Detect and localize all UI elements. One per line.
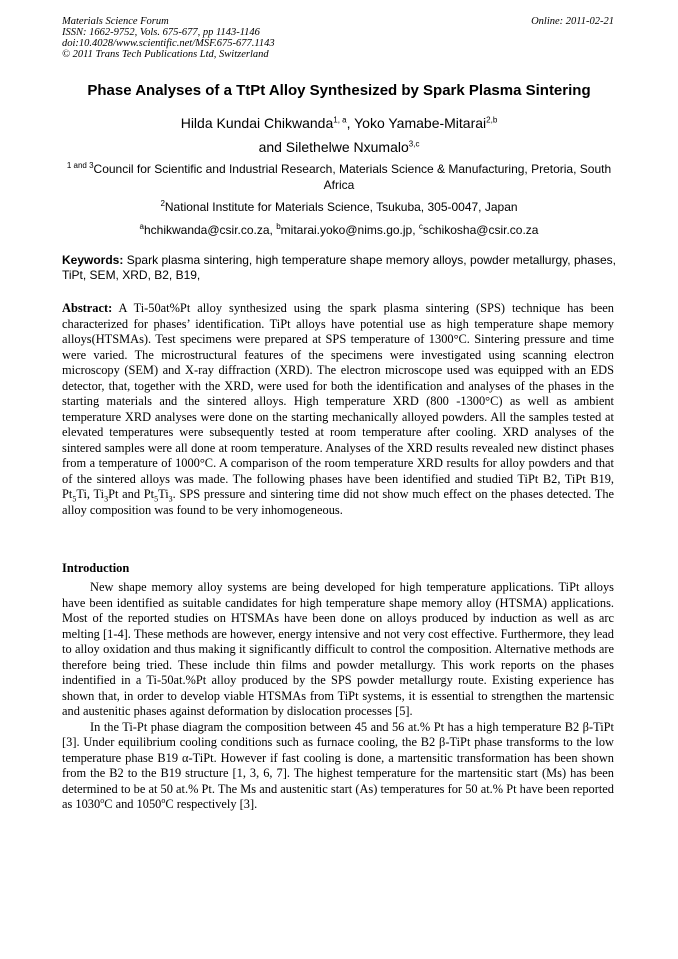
- subscript: 5: [154, 494, 159, 504]
- email-sup: c: [418, 222, 423, 231]
- authors-line-1: [0, 115, 678, 131]
- degree-sup: o: [100, 795, 105, 805]
- affiliation-1: [62, 161, 616, 193]
- intro-paragraph-1: New shape memory alloy systems are being developed for high temperature applications. TiPt alloys have been identified as suitable candidates for high temperature shape memory alloy (HTSMA) applications. Most of the reported studies on HTSMAs have been done on alloys produced by induction as well as arc melting [1-4]. These methods are however, energy intensive and not very cost effective. Furthermore, they lead to alloy oxidation and thus making it significantly difficult to control the composition. Alternative methods are therefore being tried. These include thin films and powder metallurgy. This work reports on the phases indentified in a Ti-50at.%Pt alloy produced by the SPS powder metallurgy route. Existing experience has shown that, in order to develop viable HTSMAs from TiPt systems, it is essential to strengthen the martensic and austenitic phases against deformation by dislocation processes [5].: [62, 580, 614, 718]
- keywords-text: Spark plasma sintering, high temperature shape memory alloys, powder metallurgy, phases, TiPt, SEM, XRD, B2, B19,: [62, 253, 616, 282]
- doi-line: doi:10.4028/www.scientific.net/MSF.675-677.1143: [62, 38, 275, 49]
- authors-line-2: [0, 139, 678, 155]
- journal-name: Materials Science Forum: [62, 16, 169, 27]
- email-link[interactable]: mitarai.yoko@nims.go.jp,: [280, 223, 419, 237]
- journal-header: [62, 16, 275, 60]
- subscript: 3: [168, 494, 173, 504]
- author-name: Hilda Kundai Chikwanda: [180, 115, 334, 131]
- intro-text: C and 1050: [104, 797, 162, 811]
- affiliation-text: National Institute for Materials Science, Tsukuba, 305-0047, Japan: [164, 200, 518, 214]
- paper-title: Phase Analyses of a TtPt Alloy Synthesized by Spark Plasma Sintering: [87, 82, 591, 99]
- abstract-label: Abstract:: [62, 301, 113, 315]
- subscript: 5: [72, 494, 77, 504]
- email-line: [62, 222, 616, 238]
- email-link[interactable]: schikosha@csir.co.za: [422, 223, 539, 237]
- email-sup: a: [139, 222, 144, 231]
- abstract-text: A Ti-50at%Pt alloy synthesized using the spark plasma sintering (SPS) technique has been characterized for phases’ identification. TiPt alloys have potential use as high temperature shape memory alloys(HTSMAs). Test specimens were prepared at SPS temperature of 1300°C. Sintering pressure and time were varied. The microstructural features of the specimens were investigated using scanning electron microscopy (SEM) and X-ray diffraction (XRD). The electron microscope used was equipped with an EDS detector, that, together with the XRD, were used for both the identification and analyses of the phases in the starting materials and the sintered alloys. High temperature XRD (800 -1300°C) as well as ambient temperature XRD analyses were done on the starting mechanically alloyed powders. All the samples tested at elevated temperatures were subsequently tested at room temperature after cooling. XRD analyses of the sintered samples were all done at room temperature. Analyses of the XRD results revealed new distinct phases from a temperature of 1000°C. A comparison of the room temperature XRD results for alloy powders and that of the sintered alloys was made. The following phases have been identified and studied TiPt B2, TiPt B19, Pt: [62, 301, 614, 501]
- abstract-text: Ti, Ti: [76, 487, 105, 501]
- intro-paragraph-2: [62, 720, 614, 813]
- abstract-text: Ti: [158, 487, 169, 501]
- author-name: and Silethelwe Nxumalo: [258, 139, 409, 155]
- author-sup: 1, a: [333, 115, 347, 125]
- author-sup: 3,c: [408, 139, 420, 149]
- keywords-label: Keywords:: [62, 253, 124, 267]
- introduction-body: [62, 580, 614, 813]
- intro-text: In the Ti-Pt phase diagram the composition between 45 and 56 at.% Pt has a high temperature B2 β-TiPt [3]. Under equilibrium cooling conditions such as furnace cooling, the B2 β-TiPt phase transforms to the low temperature phase B19 α-TiPt. However if fast cooling is done, a martensitic transformation has been shown from the B2 to the B19 structure [1, 3, 6, 7]. The highest temperature for the martensitic start (Ms) has been determined to be at 50 at.% Pt. The Ms and austenitic start (As) temperatures for 50 at.% Pt have been reported as 1030: [62, 719, 614, 811]
- affiliation-sup: 1 and 3: [66, 161, 94, 170]
- degree-sup: o: [161, 795, 166, 805]
- abstract: [62, 301, 614, 518]
- affiliation-2: [62, 199, 616, 215]
- abstract-text: . SPS pressure and sintering time did not show much effect on the phases detected. The alloy composition was found to be very inhomogeneous.: [62, 487, 615, 517]
- author-name: , Yoko Yamabe-Mitarai: [346, 115, 487, 131]
- abstract-text: Pt and Pt: [108, 487, 155, 501]
- section-heading-introduction: Introduction: [62, 561, 130, 575]
- author-sup: 2,b: [486, 115, 498, 125]
- keywords: [62, 253, 616, 283]
- affiliation-text: Council for Scientific and Industrial Research, Materials Science & Manufacturing, Pretoria, South Africa: [93, 162, 612, 192]
- affiliation-sup: 2: [160, 199, 165, 208]
- issn-line: ISSN: 1662-9752, Vols. 675-677, pp 1143-1146: [62, 27, 260, 38]
- intro-text: C respectively [3].: [165, 797, 258, 811]
- subscript: 3: [104, 494, 109, 504]
- email-sup: b: [276, 222, 281, 231]
- email-link[interactable]: hchikwanda@csir.co.za,: [143, 223, 277, 237]
- online-date: Online: 2011-02-21: [531, 16, 614, 27]
- copyright-line: © 2011 Trans Tech Publications Ltd, Switzerland: [62, 49, 269, 60]
